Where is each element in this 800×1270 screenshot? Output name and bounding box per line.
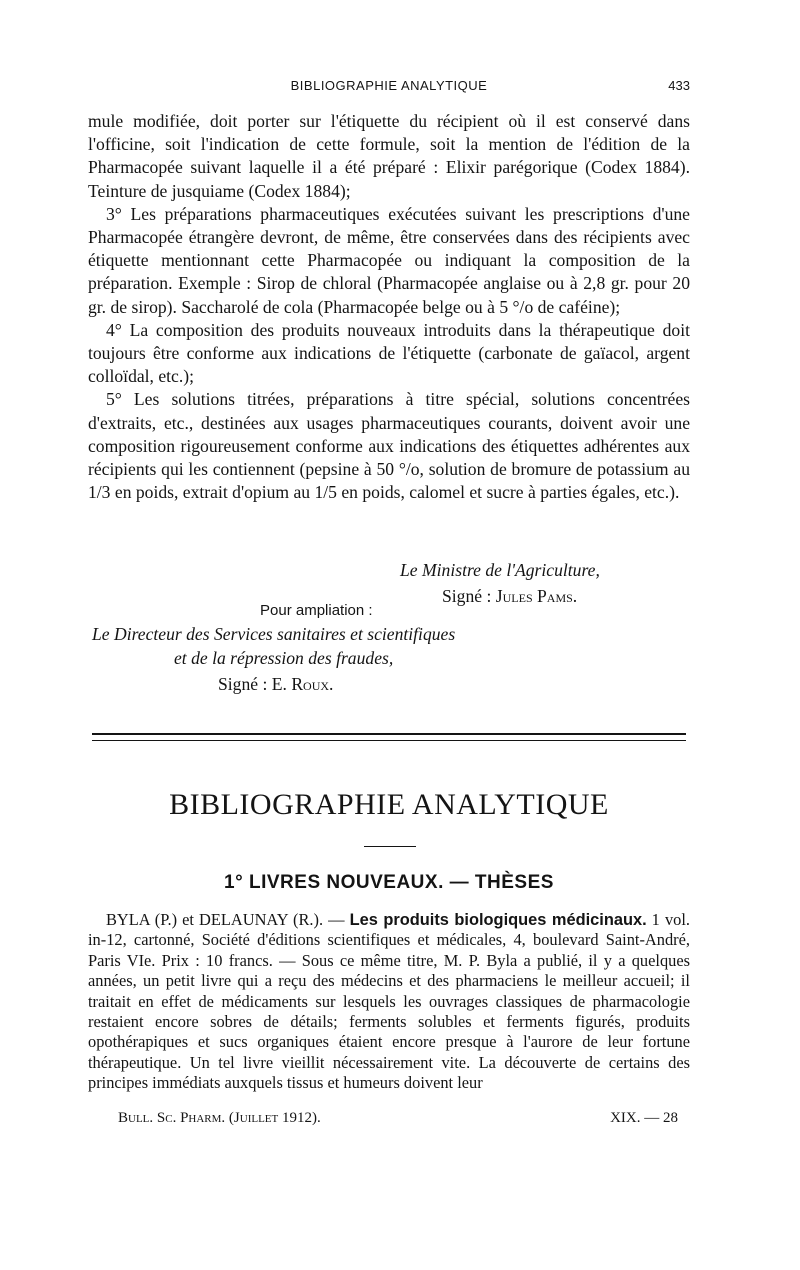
directeur-line-2: et de la répression des fraudes, [174, 648, 394, 668]
running-title: BIBLIOGRAPHIE ANALYTIQUE [290, 78, 488, 93]
footer-citation: Bull. Sc. Pharm. (Juillet 1912). [118, 1110, 321, 1126]
paragraph-3: 4° La composition des produits nouveaux introduits dans la thérapeutique doit toujours être conforme aux indications de l'étiquette (carbonate de gaïacol, argent colloïdal, etc.); [88, 319, 690, 387]
section-heading: BIBLIOGRAPHIE ANALYTIQUE [169, 788, 609, 821]
review-paragraph [88, 910, 690, 1094]
subsection-heading: 1° LIVRES NOUVEAUX. — THÈSES [224, 872, 554, 893]
minister-signature [442, 586, 577, 607]
page-number: 433 [668, 78, 690, 93]
review-authors: BYLA (P.) et DELAUNAY (R.). — [106, 910, 350, 929]
review-entry [88, 910, 690, 1094]
paragraph-1: mule modifiée, doit porter sur l'étiquette du récipient où il est conservé dans l'officine, soit l'indication de cette formule, soit la mention de l'édition de la Pharmacopée suivant laquelle il a été préparé : Elixir parégorique (Codex 1884). Teinture de jusquiame (Codex 1884); [88, 111, 690, 201]
minister-title: Le Ministre de l'Agriculture, [400, 560, 600, 580]
body-text [88, 110, 690, 504]
directeur-sign-prefix: Signé : E. [218, 674, 292, 694]
paragraph-2: 3° Les préparations pharmaceutiques exécutées suivant les prescriptions d'une Pharmacopée étrangère devront, de même, être conservées dans des récipients avec étiquette mentionnant cette Pharmacopée ou indiquant la composition de la préparation. Exemple : Sirop de chloral (Pharmacopée anglaise ou à 2,8 gr. pour 20 gr. de sirop). Saccharolé de cola (Pharmacopée belge ou à 5 °/o de caféine); [88, 203, 690, 317]
heading-rule [364, 846, 416, 847]
footer [88, 1110, 690, 1130]
section-divider [92, 733, 686, 741]
minister-name: Jules Pams. [495, 586, 578, 606]
footer-signature-mark: XIX. — 28 [610, 1110, 678, 1126]
ampliation: Pour ampliation : [260, 602, 373, 619]
directeur-line-1: Le Directeur des Services sanitaires et scientifiques [92, 624, 456, 644]
directeur-name: Roux. [291, 674, 334, 694]
directeur-signature [218, 674, 333, 695]
running-head [88, 78, 690, 98]
paragraph-4: 5° Les solutions titrées, préparations à titre spécial, solutions concentrées d'extraits, etc., destinées aux usages pharmaceutiques courants, doivent avoir une composition rigoureusement conforme aux indications des étiquettes adhérentes aux récipients qui les contiennent (pepsine à 50 °/o, solution de bromure de potassium au 1/3 en poids, extrait d'opium au 1/5 en poids, calomel et sucre à parties égales, etc.). [88, 389, 690, 503]
review-book-title: Les produits biologiques médicinaux. [349, 911, 647, 929]
minister-sign-prefix: Signé : [442, 586, 496, 606]
review-text: 1 vol. in-12, cartonné, Société d'éditions scientifiques et médicales, 4, boulevard Saint-André, Paris VIe. Prix : 10 francs. — Sous ce même titre, M. P. Byla a publié, il y a quelques années, un petit livre qui a reçu des médecins et des pharmaciens le meilleur accueil; il traitait en effet de médicaments sur lesquels les ouvrages classiques de pharmacologie restaient encore sobres de détails; ferments solubles et ferments figurés, produits opothérapiques et sucs organiques étaient encore presque à l'aurore de leur fortune thérapeutique. Un tel livre vieillit nécessairement vite. La découverte de certains des principes immédiats auxquels tissus et humeurs doivent leur [88, 910, 690, 1093]
